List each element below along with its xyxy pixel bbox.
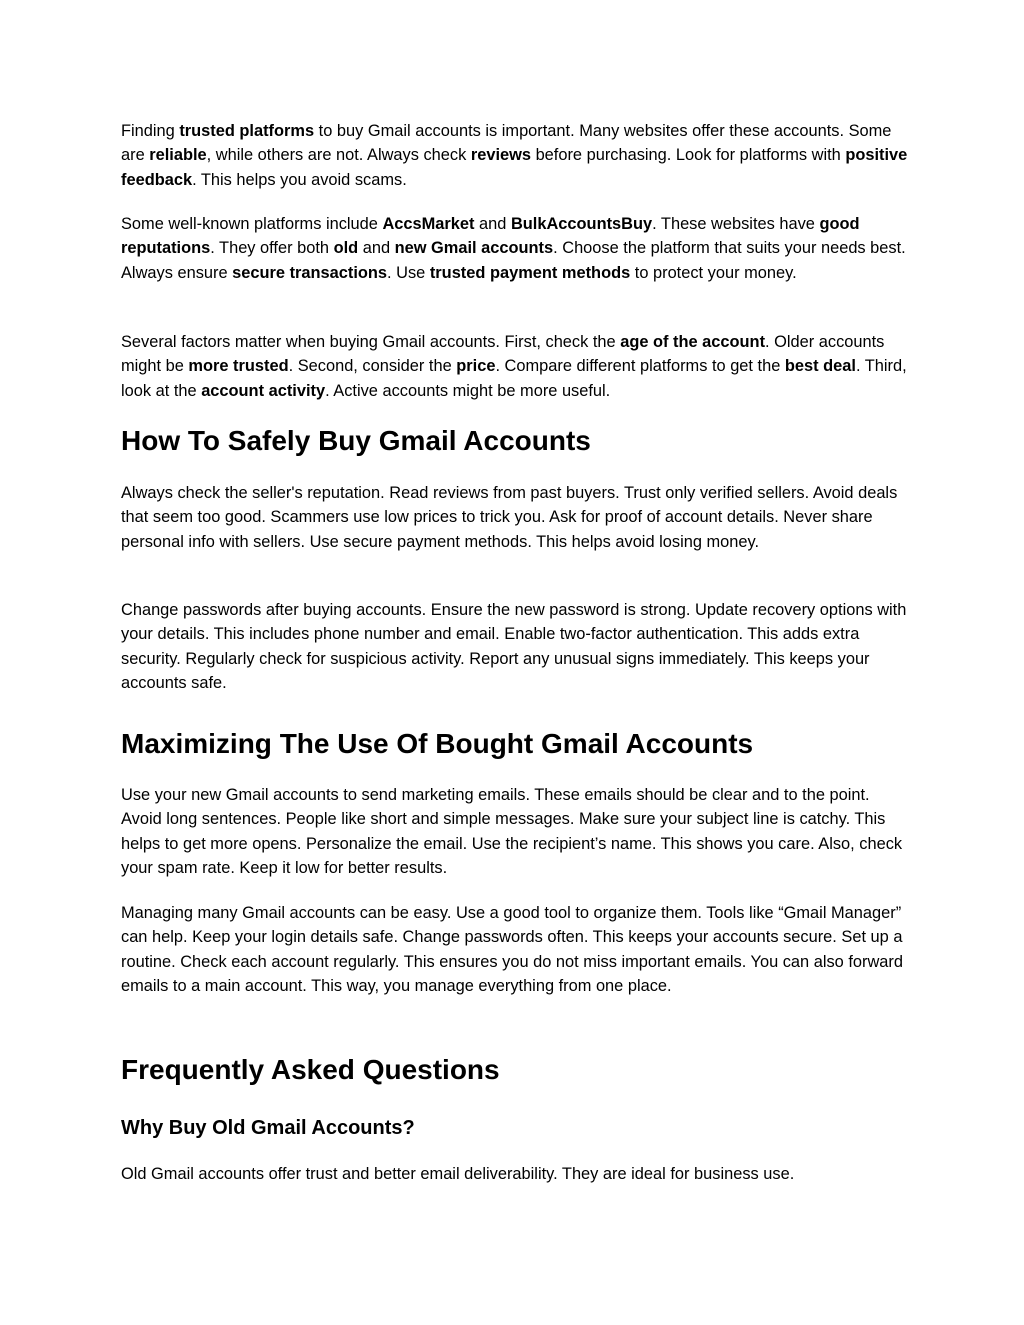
text-run: . Third, look at the	[121, 357, 907, 400]
bold-text: reliable	[149, 146, 207, 165]
heading-maximizing-use: Maximizing The Use Of Bought Gmail Accounts	[121, 728, 754, 759]
bold-text: positive feedback	[121, 146, 908, 189]
paragraph-marketing-emails: Use your new Gmail accounts to send marketing emails. These emails should be clear and to the point. Avoid long sentences. People like short and simple messages. Make sure your subject line is catchy. This helps to get more opens. Personalize the email. Use the recipient’s name. This shows you care. Also, check your spam rate. Keep it low for better results.	[121, 786, 903, 878]
text-run: Some well-known platforms include	[121, 215, 383, 233]
bold-text: best deal	[784, 357, 856, 376]
text-run: to buy Gmail accounts is important. Many websites offer these accounts. Some are	[121, 122, 892, 165]
bold-text: secure transactions	[232, 263, 388, 282]
heading-faq: Frequently Asked Questions	[121, 1054, 500, 1085]
heading-safely-buy: How To Safely Buy Gmail Accounts	[121, 425, 591, 456]
text-run: . These websites have	[652, 215, 820, 233]
text-run: . They offer both	[210, 239, 334, 258]
bold-text: good reputations	[121, 215, 860, 258]
bold-text: trusted payment methods	[429, 263, 631, 282]
text-run: to protect your money.	[630, 263, 797, 282]
text-run: . Choose the platform that suits your needs best. Always ensure	[121, 239, 906, 282]
bold-text: trusted platforms	[179, 122, 315, 140]
paragraph-several-factors	[121, 330, 911, 403]
bold-text: reviews	[470, 146, 532, 165]
text-run: . Second, consider the	[288, 357, 457, 376]
text-run: . Older accounts might be	[121, 333, 885, 376]
paragraph-seller-reputation: Always check the seller's reputation. Read reviews from past buyers. Trust only verified sellers. Avoid deals that seem too good. Scammers use low prices to trick you. Ask for proof of account details. Never share personal info with sellers. Use secure payment methods. This helps avoid losing money.	[121, 484, 898, 551]
bold-text: more trusted	[188, 357, 289, 376]
text-run: and	[474, 215, 511, 233]
bold-text: account activity	[201, 381, 326, 400]
text-run: Several factors matter when buying Gmail accounts. First, check the	[121, 333, 621, 351]
bold-text: BulkAccountsBuy	[510, 215, 653, 233]
paragraph-well-known-platforms	[121, 212, 911, 285]
paragraph-old-accounts-answer: Old Gmail accounts offer trust and better email deliverability. They are ideal for business use.	[121, 1165, 795, 1183]
text-run: . Use	[387, 263, 430, 282]
text-run: and	[358, 239, 395, 258]
heading-why-old-accounts: Why Buy Old Gmail Accounts?	[121, 1117, 415, 1139]
paragraph-change-passwords: Change passwords after buying accounts. Ensure the new password is strong. Update recovery options with your details. This includes phone number and email. Enable two-factor authentication. This adds extra security. Regularly check for suspicious activity. Report any unusual signs immediately. This keeps your accounts safe.	[121, 601, 907, 693]
paragraph-managing-accounts: Managing many Gmail accounts can be easy. Use a good tool to organize them. Tools like “Gmail Manager” can help. Keep your login details safe. Change passwords often. This keeps your accounts secure. Set up a routine. Check each account regularly. This ensures you do not miss important emails. You can also forward emails to a main account. This way, you manage everything from one place.	[121, 904, 903, 996]
text-run: . Compare different platforms to get the	[495, 357, 785, 376]
text-run: , while others are not. Always check	[206, 146, 471, 165]
text-run: before purchasing. Look for platforms with	[531, 146, 846, 165]
paragraph-trusted-platforms	[121, 119, 911, 192]
bold-text: AccsMarket	[382, 215, 475, 233]
bold-text: price	[456, 357, 496, 376]
text-run: Finding	[121, 122, 180, 140]
bold-text: age of the account	[620, 333, 766, 351]
text-run: . This helps you avoid scams.	[192, 170, 407, 189]
text-run: . Active accounts might be more useful.	[325, 381, 611, 400]
bold-text: old	[333, 239, 359, 258]
bold-text: new Gmail accounts	[394, 239, 554, 258]
